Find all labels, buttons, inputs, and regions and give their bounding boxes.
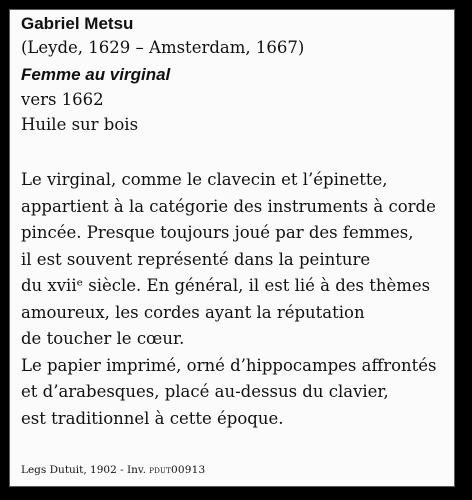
description-line: Le virginal, comme le clavecin et l’épinette, [21, 170, 388, 189]
description-line: est traditionnel à cette époque. [21, 408, 284, 428]
artwork-date: vers 1662 [21, 90, 104, 109]
description-line: et d’arabesques, placé au-dessus du clavier, [21, 382, 389, 401]
credit-line [21, 464, 205, 476]
description [21, 167, 437, 432]
description-line: du xviiᵉ siècle. En général, il est lié à des thèmes [21, 276, 431, 295]
museum-label [9, 9, 455, 487]
description-line: appartient à la catégorie des instruments à corde [21, 196, 436, 216]
artwork-medium: Huile sur bois [21, 115, 139, 134]
inventory-number: pdut00913 [149, 464, 206, 476]
description-line: amoureux, les cordes ayant la réputation [21, 302, 365, 322]
description-line: pincée. Presque toujours joué par des femmes, [21, 223, 414, 242]
description-line: de toucher le cœur. [21, 329, 185, 348]
description-line: il est souvent représenté dans la peinture [21, 249, 371, 269]
artist-name: Gabriel Metsu [21, 14, 134, 33]
artist-life-dates: (Leyde, 1629 – Amsterdam, 1667) [21, 38, 305, 57]
artwork-title: Femme au virginal [21, 65, 171, 84]
description-line: Le papier imprimé, orné d’hippocampes affrontés [21, 355, 437, 375]
credit-text: Legs Dutuit, 1902 - Inv. [21, 464, 150, 476]
